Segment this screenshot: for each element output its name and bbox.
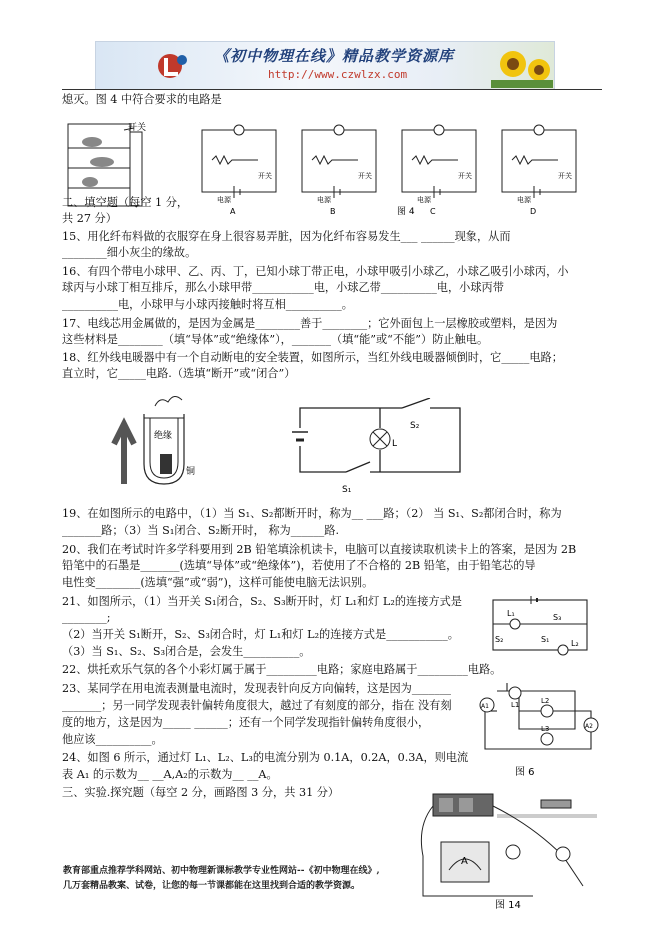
option-d-label: D (530, 207, 537, 216)
footer-line-2: 几万套精品教案、试卷，让您的每一节课都能在这里找到合适的教学资源。 (63, 881, 361, 891)
section2-heading-2: 共 27 分） (62, 212, 117, 225)
l2-label: L2 (541, 697, 550, 705)
switch-label-d: 开关 (558, 172, 572, 180)
power-label-d: 电源 (517, 196, 531, 204)
q21-line-2: ________; (62, 611, 111, 624)
switch-label-b: 开关 (358, 172, 372, 180)
q24-line-1: 24、如图 6 所示，通过灯 L₁、L₂、L₃的电流分别为 0.1A，0.2A，0.3A，则电流 (62, 751, 469, 764)
s2-label: S₂ (410, 421, 420, 431)
q16-line-2: 球丙与小球丁相互排斥，那么小球甲带___________电，小球乙带__________电，小球丙带 (62, 281, 504, 294)
insulation-label: 绝缘 (154, 431, 173, 441)
s2-label: S₂ (495, 635, 504, 644)
section2-heading-1: 二、填空题（每空 1 分， (62, 196, 189, 209)
q21-line-4: （3）当 S₁、S₂、S₃闭合是，会发生__________。 (62, 645, 311, 658)
q23-line-1: 23、某同学在用电流表测量电流时，发现表针向反方向偏转，这是因为_______ (62, 682, 452, 695)
q23-line-2: _______；另一同学发现表针偏转角度很大，越过了有刻度的部分，指在 没有刻 (62, 699, 452, 712)
q19-line-1: 19、在如图所示的电路中，（1）当 S₁、S₂都断开时，称为__ ___路；（2） 当 S₁、S₂都闭合时，称为 (62, 507, 562, 520)
l3-label: L3 (541, 725, 550, 733)
header-title: 《初中物理在线》精品教学资源库 (214, 47, 455, 65)
s3-label: S₃ (553, 613, 562, 622)
q21-line-3: （2）当开关 S₁断开，S₂、S₃闭合时，灯 L₁和灯 L₂的连接方式是___________。 (62, 628, 459, 641)
spring-switch-icons (212, 156, 558, 164)
q19-line-2: _______路；（3）当 S₁闭合、S₂断开时， 称为______路. (62, 524, 340, 537)
lamp-l-label: L (392, 439, 398, 449)
q24-line-2: 表 A₁ 的示数为__ __A,A₂的示数为__ __A。 (62, 768, 278, 781)
fridge-drawing (68, 124, 142, 206)
figure-4-caption: 图 4 (397, 207, 415, 217)
footer-line-1: 教育部重点推荐学科网站、初中物理新课标教学专业性网站--《初中物理在线》, (63, 866, 380, 876)
q20-line-3: 电性变________(选填“强”或“弱”)，这样可能使电脑无法识别。 (62, 576, 374, 589)
heater-switch-figure (100, 384, 220, 494)
q15-line-1: 15、用化纤布料做的衣服穿在身上很容易弄脏，因为化纤布容易发生___ ______现象，从而 (62, 230, 511, 243)
section3-heading: 三、实验.探究题（每空 2 分，画路图 3 分，共 31 分） (62, 786, 340, 799)
figure-14-caption: 图 14 (495, 900, 521, 910)
logo-icon (156, 50, 190, 82)
q17-line-2: 这些材料是________（填“导体”或“绝缘体”），_______（填“能”或“不能”）防止触电。 (62, 333, 489, 346)
q23-line-3: 度的地方，这是因为_____ ______；还有一个同学发现指针偏转角度很小， (62, 716, 430, 729)
header-rule (62, 89, 602, 90)
figure-14 (413, 786, 603, 910)
q16-line-1: 16、有四个带电小球甲、乙、丙、丁，已知小球丁带正电，小球甲吸引小球乙，小球乙吸引小球丙，小 (62, 265, 569, 278)
battery-icons (234, 186, 540, 198)
a2-label: A2 (585, 723, 593, 730)
fridge-switch-label: 开关 (128, 123, 147, 133)
q15-line-2: ________细小灰尘的缘故。 (62, 246, 197, 259)
header-url[interactable]: http://www.czwlzx.com (268, 68, 408, 81)
q19-circuit-figure (290, 398, 470, 498)
sunflower-icon (491, 44, 553, 88)
q20-line-1: 20、我们在考试时许多学科要用到 2B 铅笔填涂机读卡，电脑可以直接读取机读卡上的答案，是因为 2B (62, 543, 577, 556)
q22-line: 22、烘托欢乐气氛的各个小彩灯属于属于_________电路；家庭电路属于_________电路。 (62, 663, 502, 676)
a1-label: A1 (481, 703, 489, 710)
figure-6 (475, 683, 601, 781)
q20-line-2: 铅笔中的石墨是_______(选填“导体”或“绝缘体”)，若使用了不合格的 2B 铅笔，由于铅笔芯的导 (62, 559, 536, 572)
q17-line-1: 17、电线芯用金属做的，是因为金属是________善于________；它外面包上一层橡胶或塑料，是因为 (62, 317, 558, 330)
lamp-icons (234, 125, 544, 135)
power-label-b: 电源 (317, 196, 331, 204)
s1-label: S₁ (541, 635, 550, 644)
figure-6-caption: 图 6 (515, 767, 535, 778)
power-label-c: 电源 (417, 196, 431, 204)
l1-label: L₁ (507, 609, 515, 618)
copper-label: 铜 (186, 467, 196, 477)
q16-line-3: __________电，小球甲与小球丙接触时将互相__________。 (62, 298, 353, 311)
option-b-label: B (330, 207, 336, 216)
header-banner (95, 41, 555, 90)
q18-line-2: 直立时，它_____电路.（选填“断开”或“闭合”） (62, 367, 296, 380)
option-a-label: A (230, 207, 236, 216)
switch-label-a: 开关 (258, 172, 272, 180)
q21-circuit-figure (485, 594, 595, 658)
s1-label: S₁ (342, 485, 352, 495)
l2-label: L₂ (571, 639, 579, 648)
power-label-a: 电源 (217, 196, 231, 204)
q21-line-1: 21、如图所示，（1）当开关 S₁闭合，S₂、S₃断开时，灯 L₁和灯 L₂的连接方式是 (62, 595, 462, 608)
ammeter-label: A (461, 856, 468, 867)
option-c-label: C (430, 207, 436, 216)
switch-label-c: 开关 (458, 172, 472, 180)
option-circuits (202, 130, 576, 192)
q18-line-1: 18、红外线电暖器中有一个自动断电的安全装置，如图所示，当红外线电暖器倾倒时，它_____电路； (62, 351, 563, 364)
l1-label: L1 (511, 701, 520, 709)
q23-line-4: 他应该__________。 (62, 733, 163, 746)
top-line: 熄灭。图 4 中符合要求的电路是 (62, 93, 222, 106)
